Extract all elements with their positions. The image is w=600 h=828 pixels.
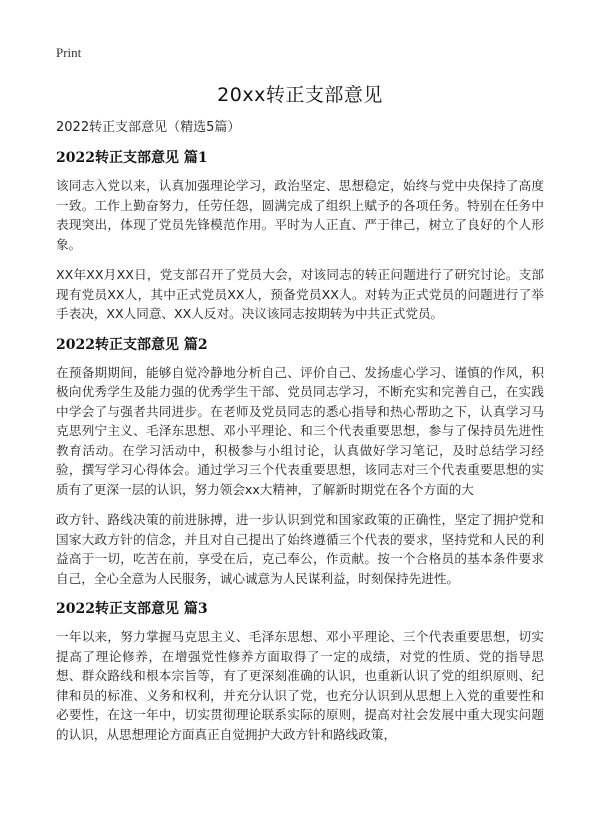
section-1 — [56, 148, 544, 324]
section-heading: 2022转正支部意见 篇1 — [56, 150, 208, 166]
section-paragraph: 该同志入党以来，认真加强理论学习，政治坚定、思想稳定，始终与党中央保持了高度一致。工作上勤奋努力，任劳任怨，圆满完成了组织上赋予的各项任务。特别在任务中表现突出，体现了党员先锋模范作用。平时为人正直、严于律己，树立了良好的个人形象。 — [56, 178, 544, 252]
section-paragraph: 一年以来，努力掌握马克思主义、毛泽东思想、邓小平理论、三个代表重要思想，切实提高了理论修养，在增强党性修养方面取得了一定的成绩，对党的性质、党的指导思想、群众路线和根本宗旨等，有了更深刻准确的认识，也重新认识了党的组织原则、纪律和员的标准、义务和权利，并充分认识了党，也充分认识到从思想上入党的重要性和必要性，在这一年中，切实贯彻理论联系实际的原则，提高对社会发展中重大现实问题的认识，从思想理论方面真正自觉拥护大政方针和路线政策， — [56, 629, 544, 742]
section-2 — [56, 335, 544, 589]
section-paragraph: XX年XX月XX日，党支部召开了党员大会，对该同志的转正问题进行了研究讨论。支部现有党员XX人，其中正式党员XX人，预备党员XX人。对转为正式党员的问题进行了举手表决，XX人同意、XX人反对。决议该同志按期转为中共正式党员。 — [56, 267, 544, 321]
section-paragraph: 政方针、路线决策的前进脉搏，进一步认识到党和国家政策的正确性，坚定了拥护党和国家大政方针的信念，并且对自己提出了始终遵循三个代表的要求，坚持党和人民的利益高于一切，吃苦在前，享受在后，克己奉公，作贡献。按一个合格员的基本条件要求自己，全心全意为人民服务，诚心诚意为人民谋利益，时刻保持先进性。 — [56, 512, 544, 586]
section-3 — [56, 599, 544, 744]
print-label: Print — [56, 45, 82, 60]
document-subtitle: 2022转正支部意见（精选5篇） — [56, 120, 241, 135]
section-paragraph: 在预备期期间，能够自觉冷静地分析自己、评价自己、发扬虚心学习、谨慎的作风，积极向优秀学生及能力强的优秀学生干部、党员同志学习，不断充实和完善自己，在实践中学会了与强者共同进步。在老师及党员同志的悉心指导和热心帮助之下，认真学习马克思列宁主义、毛泽东思想、邓小平理论、和三个代表重要思想，参与了保持员先进性教育活动。在学习活动中，积极参与小组讨论，认真做好学习笔记，及时总结学习经验，撰写学习心得体会。通过学习三个代表重要思想，该同志对三个代表重要思想的实质有了更深一层的认识，努力领会xx大精神，了解新时期党在各个方面的大 — [56, 364, 544, 497]
section-heading: 2022转正支部意见 篇2 — [56, 336, 208, 353]
document-body — [56, 118, 544, 755]
section-heading: 2022转正支部意见 篇3 — [56, 601, 208, 617]
document-title: 20xx转正支部意见 — [217, 84, 383, 106]
